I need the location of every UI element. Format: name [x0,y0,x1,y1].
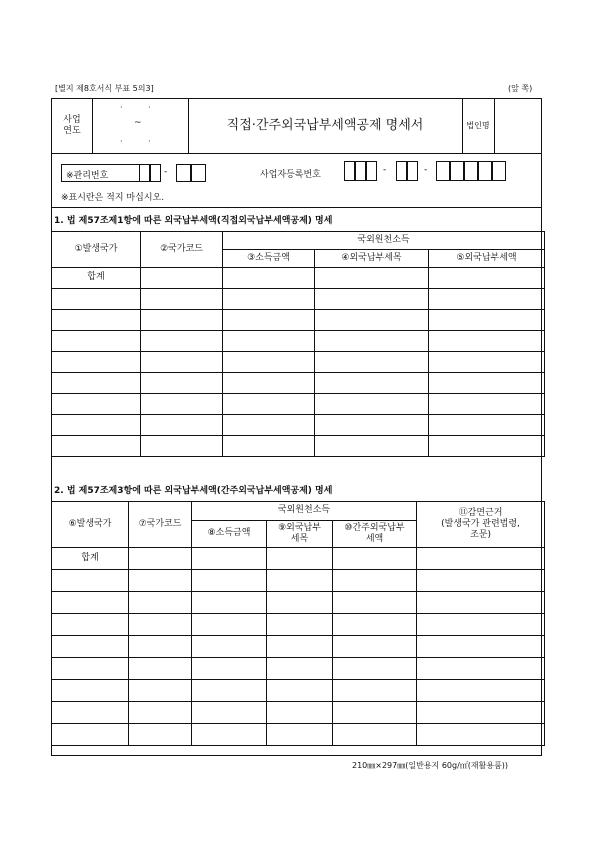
table-cell[interactable] [429,289,545,310]
table-cell[interactable] [141,352,223,373]
table-cell[interactable] [192,614,267,636]
col-header-tax-amount: ⑤외국납부세액 [429,250,545,268]
table-cell[interactable] [315,268,429,289]
table-cell[interactable] [192,658,267,680]
table-cell[interactable] [429,436,545,457]
table-row [52,373,545,394]
section2-table [51,501,545,746]
table-cell[interactable] [192,592,267,614]
period-separator: ~ [134,118,142,128]
table-cell[interactable] [52,614,129,636]
section1-table [51,231,545,457]
tax-form [51,98,542,756]
table-cell[interactable] [52,658,129,680]
table-cell[interactable] [417,570,545,592]
col-header-country-code: ⑦국가코드 [129,502,192,548]
col-header-country-code: ②국가코드 [141,232,223,268]
management-number-label: ※관리번호 [66,171,109,181]
table-cell[interactable] [267,702,333,724]
table-cell[interactable] [129,680,192,702]
table-cell[interactable] [429,268,545,289]
brn-digit-box[interactable] [355,161,366,181]
brn-digit-box[interactable] [436,161,450,181]
paper-spec-footer: 210㎜×297㎜(일반용지 60g/㎡(재활용품)) [352,761,509,770]
table-cell[interactable] [141,415,223,436]
section2-title: 2. 법 제57조제3항에 따른 외국납부세액(간주외국납부세액공제) 명세 [54,486,333,496]
table-row [52,680,545,702]
table-cell[interactable] [417,548,545,570]
brn-digit-box[interactable] [478,161,492,181]
table-row [52,614,545,636]
table-cell[interactable] [315,289,429,310]
col-group-foreign-income: 국외원천소득 [192,502,417,521]
table-row [52,636,545,658]
business-year-label: 사업 연도 [63,114,81,136]
col-header-tax-item: ⑨외국납부 세목 [267,521,333,548]
table-cell[interactable] [223,310,315,331]
table-cell[interactable] [52,289,141,310]
table-cell[interactable] [141,268,223,289]
table-cell[interactable] [141,436,223,457]
table-cell[interactable] [52,570,129,592]
table-cell[interactable] [429,415,545,436]
brn-digit-box[interactable] [396,161,407,181]
brn-digit-box[interactable] [450,161,464,181]
table-cell[interactable] [52,310,141,331]
table-cell[interactable] [417,636,545,658]
section1-title: 1. 법 제57조제1항에 따른 외국납부세액(직접외국납부세액공제) 명세 [54,216,333,226]
business-period-field[interactable]: · · ~ · · [120,103,151,146]
table-cell[interactable] [141,310,223,331]
table-row [52,331,545,352]
table-cell[interactable] [417,680,545,702]
table-cell[interactable] [129,636,192,658]
table-cell[interactable] [223,289,315,310]
table-cell[interactable] [417,702,545,724]
table-cell[interactable] [52,331,141,352]
table-cell[interactable] [141,373,223,394]
table-cell[interactable] [267,724,333,746]
col-group-foreign-income: 국외원천소득 [223,232,545,250]
management-number-box[interactable] [150,164,161,182]
col-header-country: ⑥발생국가 [52,502,129,548]
brn-dash: - [424,165,428,175]
table-cell[interactable] [192,570,267,592]
brn-digit-box[interactable] [344,161,355,181]
table-cell[interactable] [267,636,333,658]
form-title: 직접·간주외국납부세액공제 명세서 [226,117,424,133]
table-cell[interactable] [129,592,192,614]
table-row [52,570,545,592]
table-cell[interactable] [129,658,192,680]
table-cell[interactable] [333,592,417,614]
table-cell[interactable] [52,702,129,724]
management-number-label-box [61,164,151,182]
table-cell[interactable] [315,310,429,331]
col-header-income: ⑧소득금액 [192,521,267,548]
table-cell[interactable] [129,614,192,636]
form-reference: [별지 제8호서식 부표 5의3] [55,84,154,93]
col-header-country: ①발생국가 [52,232,141,268]
management-number-dash: - [164,167,168,177]
table-cell[interactable] [315,394,429,415]
corporation-name-label: 법인명 [466,121,490,130]
table-cell[interactable] [333,724,417,746]
table-cell[interactable] [429,352,545,373]
table-cell[interactable] [315,352,429,373]
table-cell[interactable] [417,658,545,680]
corporation-name-field[interactable] [494,99,543,153]
table-cell[interactable] [223,268,315,289]
table-cell[interactable] [333,658,417,680]
total-label: 합계 [52,548,129,570]
table-cell[interactable] [417,592,545,614]
table-cell[interactable] [223,331,315,352]
table-cell[interactable] [429,373,545,394]
table-cell[interactable] [315,373,429,394]
table-cell[interactable] [267,680,333,702]
page-side-label: (앞 쪽) [508,84,533,93]
table-cell[interactable] [223,373,315,394]
table-cell[interactable] [129,548,192,570]
management-number-box[interactable] [139,164,150,182]
table-cell[interactable] [429,331,545,352]
table-cell[interactable] [52,680,129,702]
table-row [52,658,545,680]
table-cell[interactable] [417,724,545,746]
table-cell[interactable] [223,436,315,457]
brn-dash: - [383,165,387,175]
table-cell[interactable] [192,548,267,570]
management-number-box[interactable] [191,164,206,182]
table-cell[interactable] [141,331,223,352]
table-cell[interactable] [141,289,223,310]
table-cell[interactable] [267,614,333,636]
table-cell[interactable] [267,548,333,570]
brn-digit-box[interactable] [366,161,377,181]
col-header-deemed-tax: ⑩간주외국납부 세액 [333,521,417,548]
table-cell[interactable] [267,592,333,614]
table-cell[interactable] [333,636,417,658]
table-cell[interactable] [333,570,417,592]
brn-digit-box[interactable] [464,161,478,181]
col-header-reduction-basis: ⑪감면근거 (발생국가 관련법령, 조문) [417,502,545,548]
table-cell[interactable] [333,680,417,702]
table-cell[interactable] [192,636,267,658]
table-cell[interactable] [315,331,429,352]
table-cell[interactable] [223,352,315,373]
table-cell[interactable] [52,394,141,415]
table-cell[interactable] [192,724,267,746]
table-row [52,436,545,457]
table-cell[interactable] [333,614,417,636]
table-cell[interactable] [52,373,141,394]
table-cell[interactable] [429,394,545,415]
table-row [52,394,545,415]
business-registration-label: 사업자등록번호 [260,170,321,180]
management-number-box[interactable] [176,164,191,182]
table-cell[interactable] [52,352,141,373]
table-row [52,289,545,310]
table-cell[interactable] [129,570,192,592]
table-cell[interactable] [417,614,545,636]
table-row [52,724,545,746]
instruction-note: ※표시란은 적지 마십시오. [61,193,165,203]
table-row [52,310,545,331]
table-cell[interactable] [267,658,333,680]
col-header-tax-item: ④외국납부세목 [315,250,429,268]
table-cell[interactable] [141,394,223,415]
table-cell[interactable] [129,724,192,746]
table-cell[interactable] [333,548,417,570]
table-cell[interactable] [223,394,315,415]
table-row [52,352,545,373]
table-cell[interactable] [315,436,429,457]
table-cell[interactable] [223,415,315,436]
table-cell[interactable] [52,436,141,457]
table-cell[interactable] [429,310,545,331]
table-cell[interactable] [129,702,192,724]
table-cell[interactable] [315,415,429,436]
brn-digit-box[interactable] [492,161,506,181]
table-cell[interactable] [52,592,129,614]
table-cell[interactable] [267,570,333,592]
table-cell[interactable] [192,702,267,724]
table-row [52,702,545,724]
table-row [52,592,545,614]
table-cell[interactable] [52,415,141,436]
table-cell[interactable] [52,636,129,658]
table-cell[interactable] [333,702,417,724]
col-header-income: ③소득금액 [223,250,315,268]
total-label: 합계 [52,268,141,289]
table-row [52,415,545,436]
table-cell[interactable] [52,724,129,746]
brn-digit-box[interactable] [407,161,418,181]
table-cell[interactable] [192,680,267,702]
